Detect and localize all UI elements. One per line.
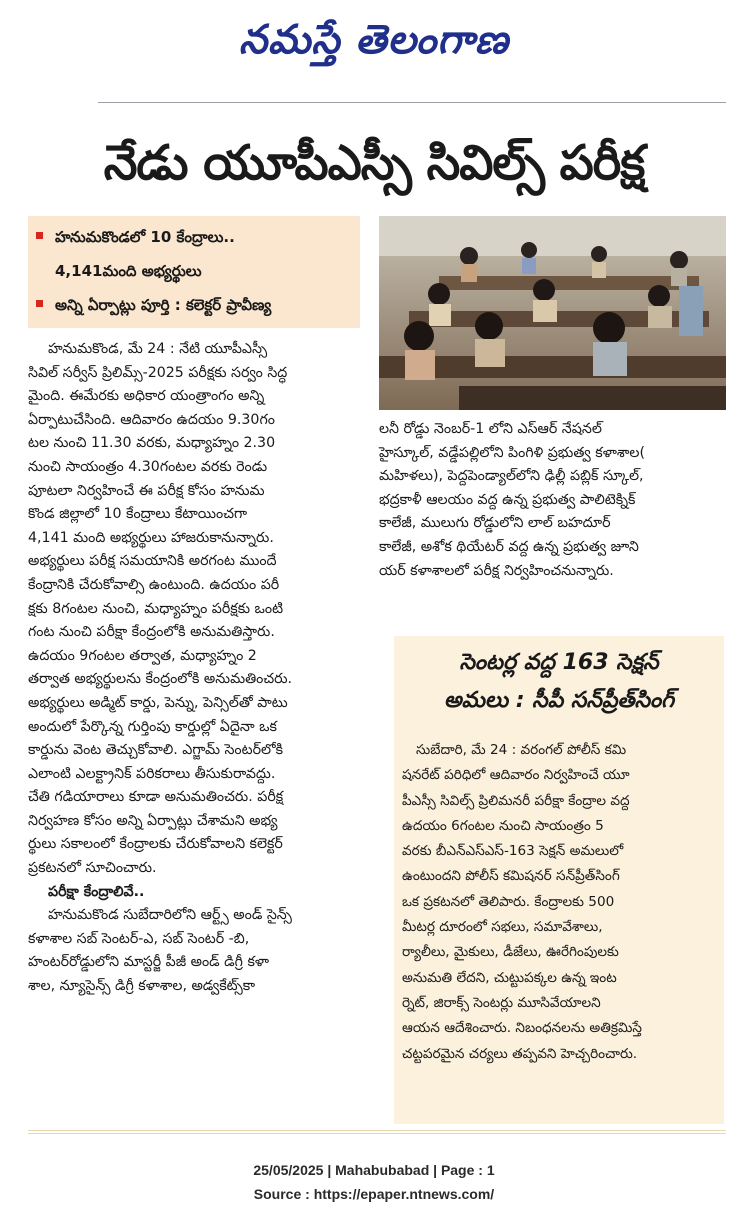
text-line: సివిల్ సర్వీస్ ప్రిలిమ్స్-2025 పరీక్షకు సర్వం సిద్ధ xyxy=(28,364,288,381)
exam-hall-photo xyxy=(379,216,726,410)
text-line: అనుమతి లేదని, చుట్టుపక్కల ఉన్న ఇంట xyxy=(402,969,617,986)
left-column-text xyxy=(28,338,360,999)
text-line: నిర్వహణ కోసం అన్ని ఏర్పాట్లు చేశామని అభ్య xyxy=(28,812,278,829)
text-line: కాలేజీ, అశోక థియేటర్ వద్ద ఉన్న ప్రభుత్వ జూని xyxy=(379,538,639,555)
text-line: పూటలా నిర్వహించే ఈ పరీక్ష కోసం హనుమ xyxy=(28,482,265,499)
text-line: క్షకు 8గంటల నుంచి, మధ్యాహ్నం పరీక్షకు ఒంటి xyxy=(28,600,284,617)
text-line: కేంద్రానికి చేరుకోవాల్సి ఉంటుంది. ఉదయం పరీ xyxy=(28,576,280,593)
text-line: ఎలాంటి ఎలక్ట్రానిక్ పరికరాలు తీసుకురావద్దు. xyxy=(28,765,276,782)
text-line: ర్థులు సకాలంలో కేంద్రాలకు చేరుకోవాలని కలెక్టర్ xyxy=(28,836,283,853)
text-line: ఉంటుందని పోలీస్ కమిషనర్ సన్‌ప్రీత్‌సింగ్ xyxy=(402,868,620,885)
text-line: ర్యాలీలు, మైకులు, డీజేలు, ఊరేగింపులకు xyxy=(402,944,619,961)
text-line: వరకు బీఎన్ఎస్ఎస్-163 సెక్షన్ అమలులో xyxy=(402,843,624,860)
text-line: హనుమకొండ, మే 24 : నేటి యూపీఎస్సీ xyxy=(48,341,268,357)
right-column-text xyxy=(379,418,726,583)
sidebar-headline-line-2: అమలు : సీపీ సన్‌ప్రీత్‌సింగ్ xyxy=(443,688,675,713)
text-line: పీఎస్సీ సివిల్స్ ప్రిలిమనరీ పరీక్షా కేంద్రాల వద్ద xyxy=(402,792,630,809)
text-line: హనుమకొండ సుబేదారిలోని ఆర్ట్స్ అండ్ సైన్స్ xyxy=(48,907,292,924)
text-line: కళాశాల సబ్ సెంటర్-ఎ, సబ్ సెంటర్ -బి, xyxy=(28,930,250,947)
text-line: ర్నెట్, జిరాక్స్ సెంటర్లు మూసివేయాలని xyxy=(402,994,601,1011)
text-line: నుంచి సాయంత్రం 4.30గంటల వరకు రెండు xyxy=(28,458,268,475)
text-line: ఒక ప్రకటనలో తెలిపారు. కేంద్రాలకు 500 xyxy=(402,893,615,910)
subheadline-2: 4,141మంది అభ్యర్థులు xyxy=(55,262,202,280)
text-line: ప్రకటనలో సూచించారు. xyxy=(28,860,157,877)
text-line: మహిళలు), పెద్దపెండ్యాల్‌లోని ఢిల్లీ పబ్లిక్ స్కూల్, xyxy=(379,468,644,485)
students-writing-exam-image xyxy=(379,216,726,410)
subheadline-1: హనుమకొండలో 10 కేంద్రాలు.. xyxy=(36,228,235,250)
text-line: యర్ కళాశాలలో పరీక్ష నిర్వహించనున్నారు. xyxy=(379,562,614,579)
text-line: కార్డును వెంట తెచ్చుకోవాలి. ఎగ్జామ్ సెంటర్‌లోకి xyxy=(28,742,284,759)
section-heading: పరీక్షా కేంద్రాలివే.. xyxy=(48,883,145,900)
text-line: ఉదయం 6గంటల నుంచి సాయంత్రం 5 xyxy=(402,817,604,834)
masthead-divider xyxy=(98,102,726,103)
text-line: టల నుంచి 11.30 వరకు, మధ్యాహ్నం 2.30 xyxy=(28,435,276,452)
subheadline-box xyxy=(28,216,360,328)
sidebar-story-text xyxy=(402,738,716,1067)
text-line: గంట నుంచి పరీక్షా కేంద్రంలోకి అనుమతిస్తారు. xyxy=(28,624,275,641)
text-line: ఏర్పాటుచేసింది. ఆదివారం ఉదయం 9.30గం xyxy=(28,411,275,428)
text-line: ఆయన ఆదేశించారు. నిబంధనలను అతిక్రమిస్తే xyxy=(402,1020,642,1037)
text-line: షనరేట్ పరిధిలో ఆదివారం నిర్వహించే యూ xyxy=(402,767,630,784)
page-divider xyxy=(28,1130,726,1131)
text-line: కొండ జిల్లాలో 10 కేంద్రాలు కేటాయించగా xyxy=(28,506,248,523)
text-line: ఉదయం 9గంటల తర్వాత, మధ్యాహ్నం 2 xyxy=(28,647,257,664)
sidebar-story-box xyxy=(394,636,724,1124)
text-line: మైంది. ఈమేరకు అధికార యంత్రాంగం అన్ని xyxy=(28,388,265,405)
text-line: భద్రకాళీ ఆలయం వద్ద ఉన్న ప్రభుత్వ పాలిటెక్నిక్ xyxy=(379,491,636,508)
subheadline-3: అన్ని ఏర్పాట్లు పూర్తి : కలెక్టర్ ప్రావీణ్య xyxy=(36,296,271,318)
page-info-footer: 25/05/2025 | Mahabubabad | Page : 1 xyxy=(253,1162,495,1178)
text-line: చేతి గడియారాలు కూడా అనుమతించరు. పరీక్ష xyxy=(28,789,284,806)
bullet-icon xyxy=(36,232,43,239)
text-line: హంటర్‌రోడ్డులోని మాస్టర్జీ పీజీ అండ్ డిగ్రీ కళా xyxy=(28,954,270,971)
text-line: చట్టపరమైన చర్యలు తప్పవని హెచ్చరించారు. xyxy=(402,1045,638,1062)
text-line: హైస్కూల్, వడ్డేపల్లిలోని పింగిళి ప్రభుత్వ కళాశాల( xyxy=(379,444,645,461)
text-line: అభ్యర్థులు పరీక్ష సమయానికి అరగంట ముందే xyxy=(28,553,277,570)
text-line: సుబేదారి, మే 24 : వరంగల్ పోలీస్ కమి xyxy=(416,742,627,758)
sidebar-headline-line-1: సెంటర్ల వద్ద 163 సెక్షన్ xyxy=(459,650,659,675)
text-line: లనీ రోడ్డు నెంబర్-1 లోని ఎస్ఆర్ నేషనల్ xyxy=(379,421,602,437)
text-line: అందులో పేర్కొన్న గుర్తింపు కార్డుల్లో ఏదైనా ఒక xyxy=(28,718,277,735)
article-headline: నేడు యూపీఎస్సీ సివిల్స్ పరీక్ష xyxy=(103,135,645,191)
text-line: 4,141 మంది అభ్యర్థులు హాజరుకానున్నారు. xyxy=(28,529,274,546)
text-line: శాల, న్యూసైన్స్ డిగ్రీ కళాశాల, అడ్వకేట్స్‌కా xyxy=(28,978,256,995)
text-line: కాలేజీ, ములుగు రోడ్డులోని లాల్ బహదూర్ xyxy=(379,515,611,532)
text-line: అభ్యర్థులు అడ్మిట్ కార్డు, పెన్ను, పెన్సిల్‌తో పాటు xyxy=(28,694,288,711)
text-line: మీటర్ల దూరంలో సభలు, సమావేశాలు, xyxy=(402,919,603,936)
text-line: తర్వాత అభ్యర్థులను కేంద్రంలోకి అనుమతించరు. xyxy=(28,671,292,688)
newspaper-masthead: నమస్తే తెలంగాణ xyxy=(238,16,510,63)
source-footer: Source : https://epaper.ntnews.com/ xyxy=(253,1186,495,1202)
bullet-icon xyxy=(36,300,43,307)
page-divider xyxy=(28,1133,726,1134)
